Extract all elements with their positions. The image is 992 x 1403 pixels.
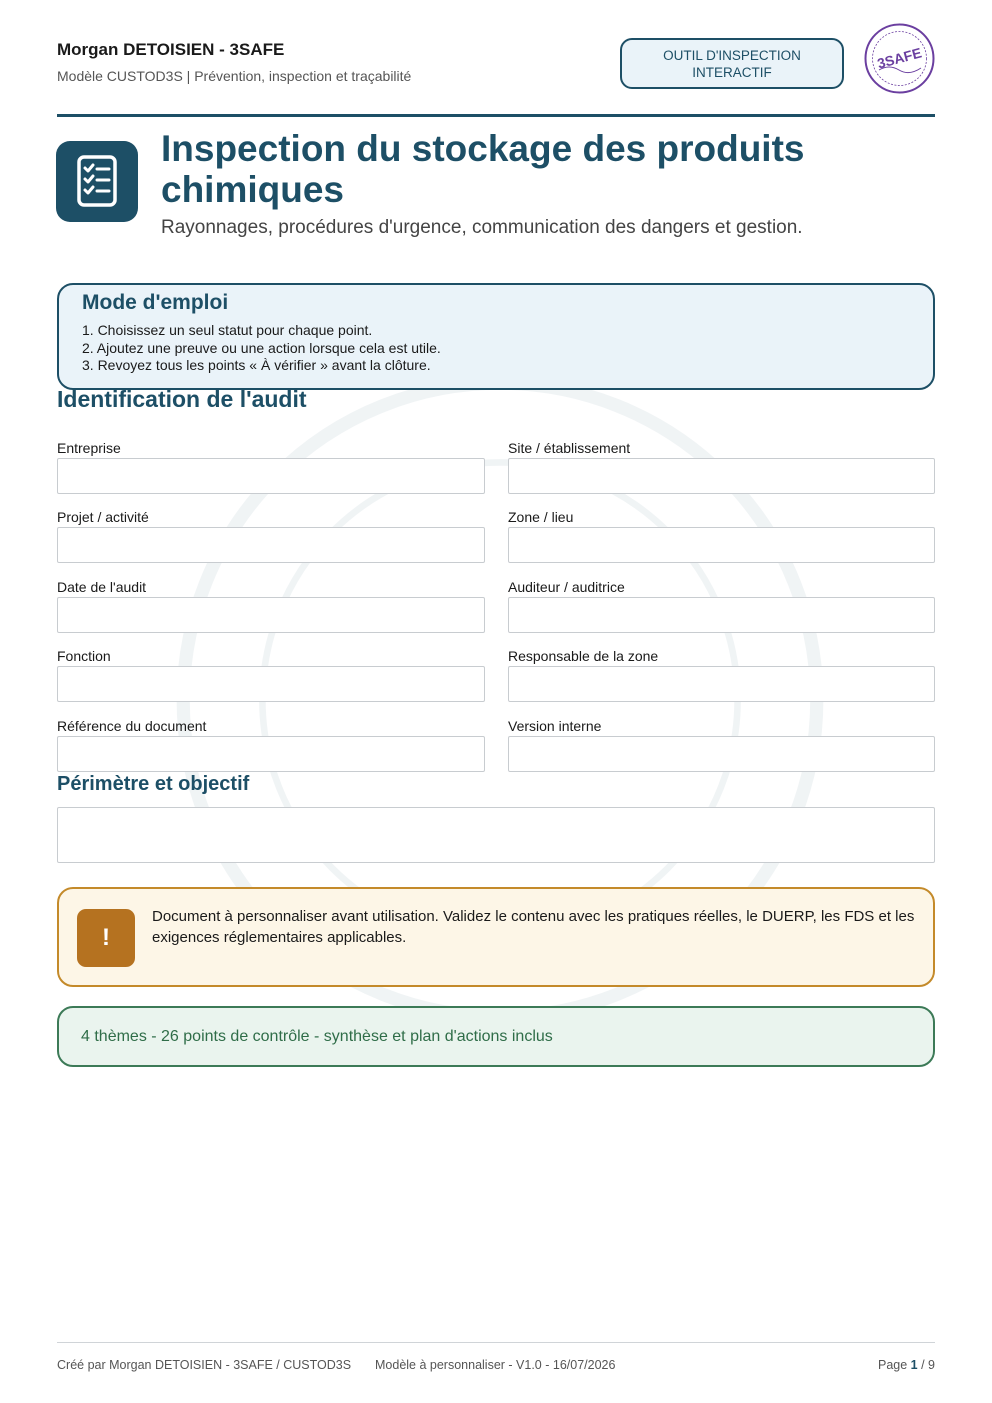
page-current: 1 bbox=[910, 1358, 918, 1372]
page-header bbox=[57, 36, 935, 116]
page-title: Inspection du stockage des produits chimiques bbox=[161, 128, 805, 210]
projet-input[interactable] bbox=[57, 527, 485, 563]
zone-input[interactable] bbox=[508, 527, 935, 563]
header-divider bbox=[57, 114, 935, 117]
responsable-input[interactable] bbox=[508, 666, 935, 702]
interactive-tool-badge bbox=[620, 38, 844, 89]
perimetre-section-title: Périmètre et objectif bbox=[57, 773, 250, 795]
fonction-input[interactable] bbox=[57, 666, 485, 702]
checklist-icon bbox=[56, 141, 138, 222]
date-input[interactable] bbox=[57, 597, 485, 633]
exclamation-icon: ! bbox=[77, 909, 135, 967]
page-separator: / bbox=[917, 1358, 929, 1372]
instruction-step: 1. Choisissez un seul statut pour chaque point. bbox=[82, 322, 373, 338]
badge-line-1: OUTIL D'INSPECTION bbox=[663, 48, 801, 63]
field-label-projet: Projet / activité bbox=[57, 509, 149, 525]
page-total: 9 bbox=[928, 1358, 935, 1372]
field-label-version: Version interne bbox=[508, 718, 602, 734]
perimetre-textarea[interactable] bbox=[57, 807, 935, 863]
field-label-date: Date de l'audit bbox=[57, 579, 147, 595]
field-label-responsable: Responsable de la zone bbox=[508, 648, 659, 664]
footer-version: Modèle à personnaliser - V1.0 - 16/07/2026 bbox=[375, 1358, 616, 1372]
field-label-auditeur: Auditeur / auditrice bbox=[508, 579, 625, 595]
svg-text:3SAFE: 3SAFE bbox=[875, 44, 924, 72]
warning-text: Document à personnaliser avant utilisation. Validez le contenu avec les pratiques réelles, le DUERP, les FDS et les exigences réglementaires applicables. bbox=[152, 908, 915, 946]
page-number bbox=[878, 1358, 935, 1372]
site-input[interactable] bbox=[508, 458, 935, 494]
footer-divider bbox=[57, 1342, 935, 1343]
version-input[interactable] bbox=[508, 736, 935, 772]
badge-line-2: INTERACTIF bbox=[692, 65, 772, 80]
page-subtitle: Rayonnages, procédures d'urgence, communication des dangers et gestion. bbox=[161, 217, 803, 238]
author-name: Morgan DETOISIEN - 3SAFE bbox=[57, 40, 285, 59]
instruction-step: 3. Revoyez tous les points « À vérifier » avant la clôture. bbox=[82, 357, 431, 373]
company-seal-logo bbox=[863, 22, 936, 95]
summary-panel bbox=[57, 1006, 935, 1067]
warning-panel bbox=[57, 887, 935, 987]
instruction-step: 2. Ajoutez une preuve ou une action lorsque cela est utile. bbox=[82, 339, 441, 356]
instructions-panel bbox=[57, 283, 935, 390]
instructions-title: Mode d'emploi bbox=[82, 291, 229, 314]
entreprise-input[interactable] bbox=[57, 458, 485, 494]
summary-text: 4 thèmes - 26 points de contrôle - synthèse et plan d'actions inclus bbox=[81, 1028, 553, 1045]
field-label-zone: Zone / lieu bbox=[508, 509, 574, 525]
field-label-site: Site / établissement bbox=[508, 440, 631, 456]
reference-input[interactable] bbox=[57, 736, 485, 772]
field-label-reference: Référence du document bbox=[57, 718, 207, 734]
field-label-fonction: Fonction bbox=[57, 648, 111, 664]
auditeur-input[interactable] bbox=[508, 597, 935, 633]
instructions-steps bbox=[82, 322, 441, 375]
page-prefix: Page bbox=[878, 1358, 911, 1372]
footer-created-by: Créé par Morgan DETOISIEN - 3SAFE / CUSTOD3S bbox=[57, 1358, 352, 1372]
identification-section-title: Identification de l'audit bbox=[57, 386, 307, 412]
model-line: Modèle CUSTOD3S | Prévention, inspection et traçabilité bbox=[57, 68, 412, 84]
field-label-entreprise: Entreprise bbox=[57, 440, 121, 456]
